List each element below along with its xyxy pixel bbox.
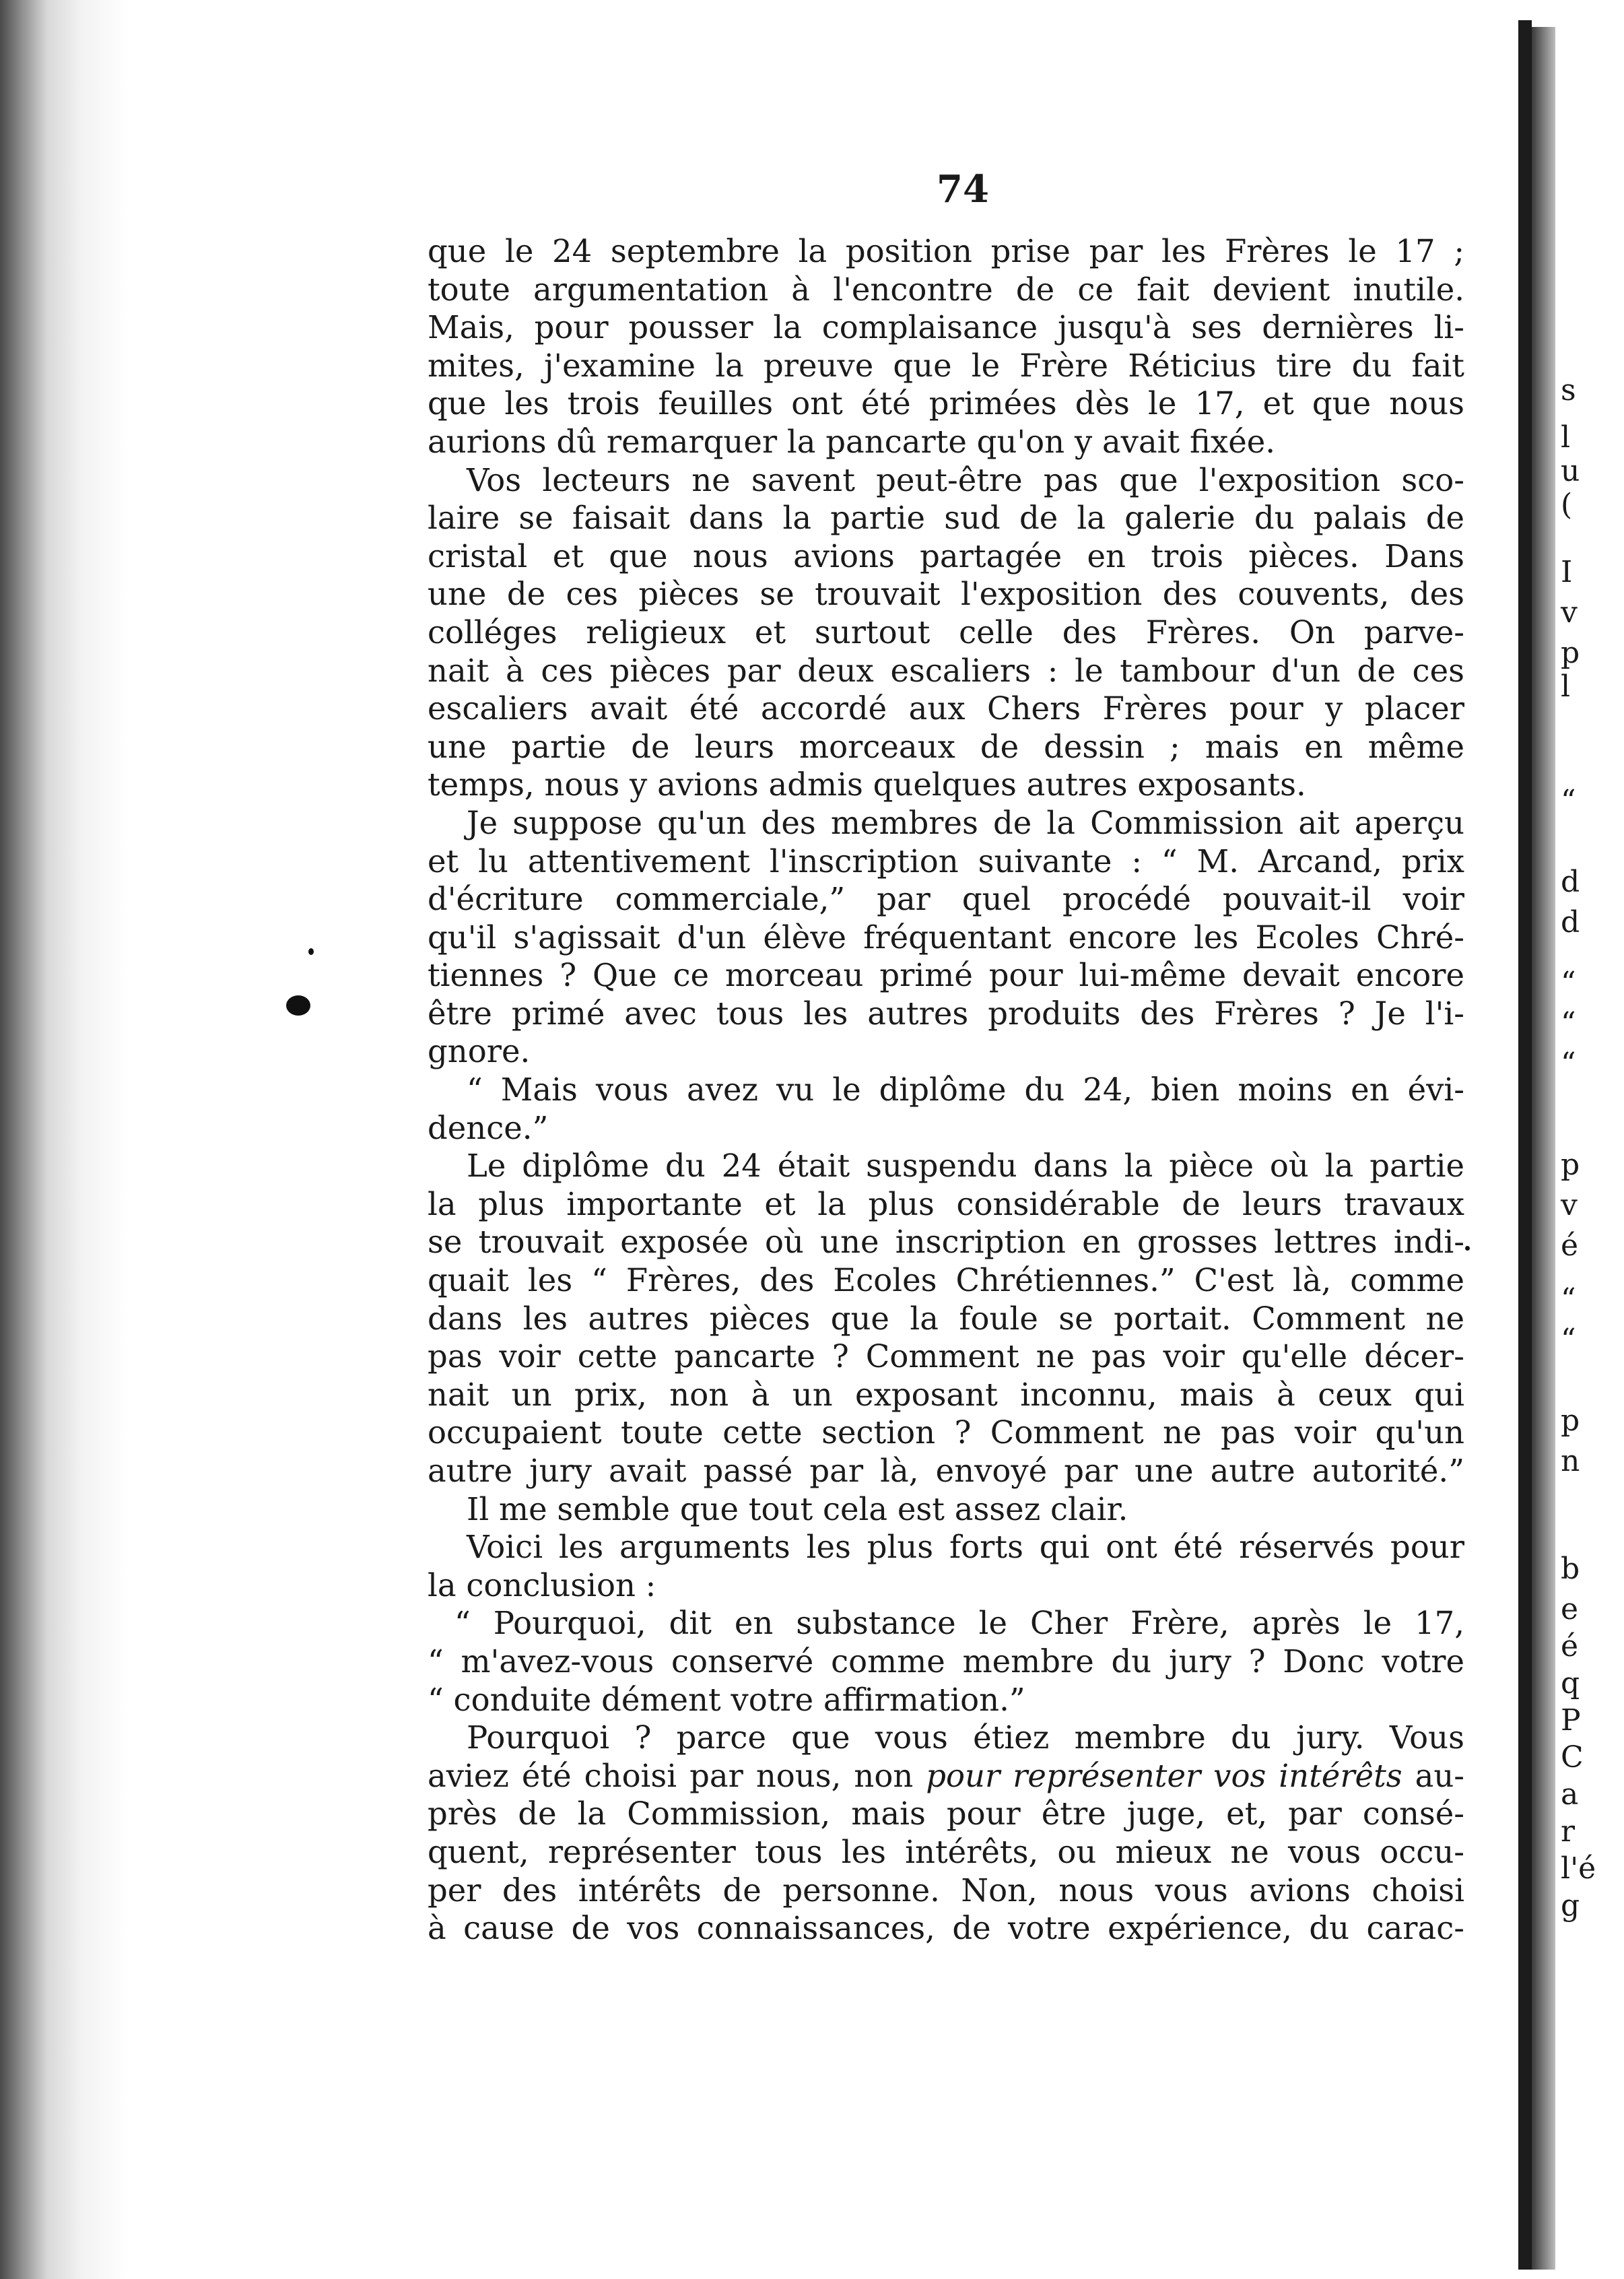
page-edge-shadow xyxy=(1518,20,1532,2270)
fragment-char: p xyxy=(1561,1148,1580,1182)
fragment-char: l xyxy=(1561,420,1571,455)
text-line: près de la Commission, mais pour être juge, et, par consé- xyxy=(428,1795,1464,1832)
scan-left-border xyxy=(0,0,128,2279)
fragment-char: q xyxy=(1561,1666,1580,1700)
text-line: la conclusion : xyxy=(428,1566,656,1604)
fragment-char: p xyxy=(1561,636,1580,670)
fragment-char: l xyxy=(1561,669,1571,704)
text-line: dans les autres pièces que la foule se portait. Comment ne xyxy=(428,1300,1464,1337)
fragment-char: “ xyxy=(1561,1047,1576,1081)
text-line: Voici les arguments les plus forts qui ont été réservés pour xyxy=(467,1529,1464,1566)
fragment-char: é xyxy=(1561,1228,1579,1263)
book-gutter xyxy=(1532,27,1555,2270)
text-line: se trouvait exposée où une inscription en grosses lettres indi- xyxy=(428,1224,1464,1261)
fragment-char: e xyxy=(1561,1592,1579,1626)
text-line: que les trois feuilles ont été primées dès le 17, et que nous xyxy=(428,385,1464,422)
fragment-char: n xyxy=(1561,1444,1580,1478)
fragment-char: d xyxy=(1561,865,1580,899)
fragment-char: b xyxy=(1561,1552,1580,1586)
ink-spot xyxy=(308,948,314,955)
text-line: tiennes ? Que ce morceau primé pour lui-même devait encore xyxy=(428,957,1464,994)
text-line: mites, j'examine la preuve que le Frère Réticius tire du fait xyxy=(428,347,1464,384)
text-line: temps, nous y avions admis quelques autres exposants. xyxy=(428,766,1306,803)
text-line: dence.” xyxy=(428,1109,549,1146)
text-line: occupaient toute cette section ? Comment ne pas voir qu'un xyxy=(428,1414,1464,1451)
fragment-char: “ xyxy=(1561,784,1576,818)
text-line-mixed xyxy=(428,1757,1464,1795)
text-line: pas voir cette pancarte ? Comment ne pas voir qu'elle décer- xyxy=(428,1338,1464,1375)
text-line: “ conduite dément votre affirmation.” xyxy=(428,1681,1025,1718)
text-line: nait à ces pièces par deux escaliers : le tambour d'un de ces xyxy=(428,652,1464,689)
text-line: Vos lecteurs ne savent peut-être pas que l'exposition sco- xyxy=(467,461,1464,498)
fragment-char: g xyxy=(1561,1888,1580,1923)
text-line: Pourquoi ? parce que vous étiez membre du jury. Vous xyxy=(467,1719,1464,1756)
fragment-char: I xyxy=(1561,555,1573,589)
fragment-char: l'é xyxy=(1561,1851,1596,1886)
text-line: gnore. xyxy=(428,1033,531,1070)
text-line: autre jury avait passé par là, envoyé par une autre autorité.” xyxy=(428,1453,1464,1489)
text-line: quait les “ Frères, des Ecoles Chrétiennes.” C'est là, comme xyxy=(428,1262,1464,1299)
text-line: et lu attentivement l'inscription suivante : “ M. Arcand, prix xyxy=(428,843,1464,880)
fragment-char: “ xyxy=(1561,1006,1576,1041)
text-line: “ m'avez-vous conservé comme membre du jury ? Donc votre xyxy=(428,1643,1464,1680)
fragment-char: “ xyxy=(1561,1282,1576,1317)
text-line: cristal et que nous avions partagée en trois pièces. Dans xyxy=(428,537,1464,574)
text-line: “ Pourquoi, dit en substance le Cher Frère, après le 17, xyxy=(454,1605,1464,1642)
fragment-char: v xyxy=(1561,595,1578,630)
fragment-char: r xyxy=(1561,1814,1576,1849)
text-line: qu'il s'agissait d'un élève fréquentant encore les Ecoles Chré- xyxy=(428,919,1464,956)
adjacent-page-fragment xyxy=(1555,40,1624,2279)
fragment-char: “ xyxy=(1561,966,1576,1000)
fragment-char: v xyxy=(1561,1188,1578,1222)
fragment-char: u xyxy=(1561,454,1580,488)
fragment-char: s xyxy=(1561,373,1576,407)
text-line: “ Mais vous avez vu le diplôme du 24, bien moins en évi- xyxy=(467,1071,1464,1109)
fragment-char: ( xyxy=(1561,488,1573,522)
page-number: 74 xyxy=(937,167,989,211)
text-line: quent, représenter tous les intérêts, ou mieux ne vous occu- xyxy=(428,1833,1464,1870)
text-line: à cause de vos connaissances, de votre expérience, du carac- xyxy=(428,1910,1464,1947)
text-line: être primé avec tous les autres produits des Frères ? Je l'i- xyxy=(428,995,1464,1032)
text-line: Mais, pour pousser la complaisance jusqu'à ses dernières li- xyxy=(428,309,1464,346)
text-segment: au- xyxy=(1402,1757,1464,1794)
text-line: Je suppose qu'un des membres de la Commission ait aperçu xyxy=(467,804,1464,841)
body-text xyxy=(428,232,1464,1948)
ink-spot xyxy=(1465,1246,1470,1251)
text-line: d'écriture commerciale,” par quel procédé pouvait-il voir xyxy=(428,881,1464,918)
text-segment: aviez été choisi par nous, non xyxy=(428,1757,926,1794)
fragment-char: “ xyxy=(1561,1323,1576,1357)
fragment-char: d xyxy=(1561,905,1580,939)
text-line: Le diplôme du 24 était suspendu dans la pièce où la partie xyxy=(467,1148,1464,1185)
text-line: escaliers avait été accordé aux Chers Frères pour y placer xyxy=(428,690,1464,727)
text-line: aurions dû remarquer la pancarte qu'on y avait fixée. xyxy=(428,423,1276,460)
text-line: la plus importante et la plus considérable de leurs travaux xyxy=(428,1185,1464,1222)
text-line: que le 24 septembre la position prise par les Frères le 17 ; xyxy=(428,233,1464,269)
text-line: laire se faisait dans la partie sud de la galerie du palais de xyxy=(428,500,1464,537)
text-line: nait un prix, non à un exposant inconnu, mais à ceux qui xyxy=(428,1376,1464,1413)
text-line: Il me semble que tout cela est assez clair. xyxy=(467,1490,1128,1527)
fragment-char: é xyxy=(1561,1629,1579,1663)
fragment-char: P xyxy=(1561,1703,1581,1738)
text-line: per des intérêts de personne. Non, nous vous avions choisi xyxy=(428,1872,1464,1909)
text-line: toute argumentation à l'encontre de ce fait devient inutile. xyxy=(428,271,1464,308)
ink-spot xyxy=(286,995,310,1016)
fragment-char: p xyxy=(1561,1403,1580,1438)
italic-phrase: pour représenter vos intérêts xyxy=(926,1757,1402,1794)
text-line: colléges religieux et surtout celle des Frères. On parve- xyxy=(428,614,1464,651)
text-line: une de ces pièces se trouvait l'exposition des couvents, des xyxy=(428,576,1464,613)
fragment-char: C xyxy=(1561,1740,1584,1775)
fragment-char: a xyxy=(1561,1777,1579,1812)
text-line: une partie de leurs morceaux de dessin ; mais en même xyxy=(428,728,1464,765)
